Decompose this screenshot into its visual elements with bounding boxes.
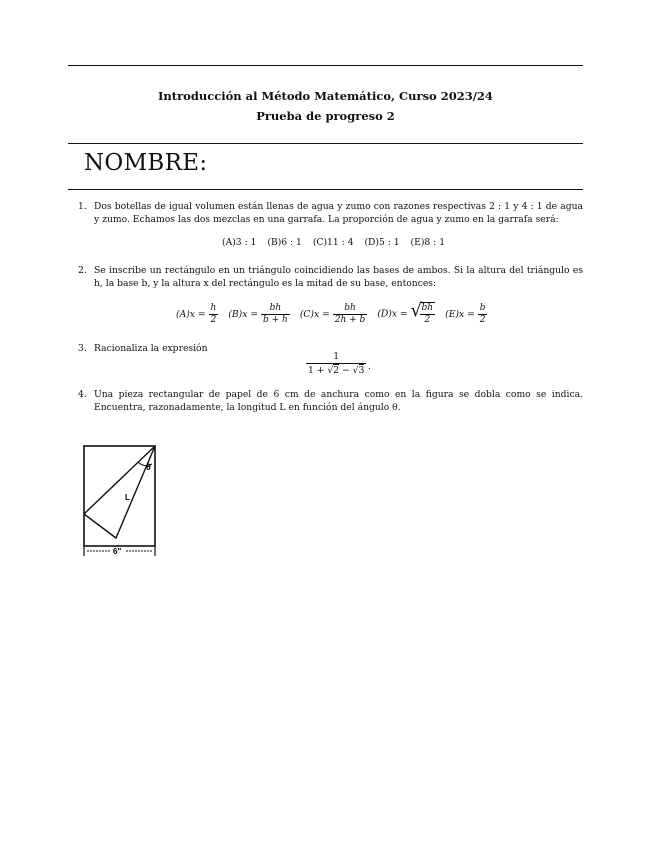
question-2-options	[176, 302, 497, 326]
length-label: L	[125, 493, 130, 502]
option-label: (A)x =	[176, 308, 206, 320]
name-bottom-rule	[68, 189, 583, 190]
question-number: 1.	[78, 201, 87, 212]
option-b: (B)6 : 1	[267, 237, 302, 248]
fraction: $\frac{bh}{b + h}$	[262, 302, 288, 325]
question-1-options	[222, 237, 453, 248]
fraction: $\frac{h}{2}$	[210, 302, 217, 325]
expression-denominator: 1 + √2 − √3	[308, 365, 365, 376]
option-label: (D)x =	[377, 308, 408, 320]
question-text: Dos botellas de igual volumen están llenas de agua y zumo con razones respectivas 2 : 1 y 4 : 1 de agua y zumo. Echamos las dos mezclas en una garrafa. La proporción de agua y zumo en la garrafa será:	[94, 201, 583, 225]
folded-paper-figure	[78, 440, 168, 560]
theta-label: θ	[146, 462, 151, 472]
question-text: Una pieza rectangular de papel de 6 cm de anchura como en la figura se dobla como se indica. Encuentra, razonadamente, la longitud L en función del ángulo θ.	[94, 389, 583, 413]
expression-fraction	[306, 351, 366, 377]
question-number: 4.	[78, 389, 87, 400]
fraction: $\frac{bh}{2}$	[421, 303, 434, 325]
top-rule	[68, 65, 583, 66]
option-d	[377, 302, 435, 326]
option-c: (C)11 : 4	[312, 237, 354, 248]
option-a: (A)3 : 1	[222, 237, 257, 248]
fraction: $\frac{bh}{2h + b}$	[334, 302, 366, 325]
crease-line	[84, 446, 155, 514]
question-2	[78, 264, 583, 290]
name-label: NOMBRE:	[84, 150, 208, 176]
expression-numerator: 1	[306, 351, 366, 364]
option-c	[300, 303, 367, 326]
option-e: (E)8 : 1	[410, 237, 446, 248]
width-label: 6"	[113, 547, 122, 556]
question-number: 3.	[78, 343, 87, 354]
option-b	[228, 303, 289, 326]
question-4	[78, 388, 583, 414]
fraction: $\frac{b}{2}$	[479, 302, 486, 325]
option-label: (E)x =	[445, 308, 475, 320]
option-label: (B)x =	[228, 308, 259, 320]
test-title: Prueba de progreso 2	[256, 109, 395, 123]
option-e	[445, 303, 487, 326]
option-d: (D)5 : 1	[364, 237, 400, 248]
question-text: Se inscribe un rectángulo en un triángulo coincidiendo las bases de ambos. Si la altura del triángulo es h, la base b, y la altura x del rectángulo es la mitad de su base, entonces:	[94, 265, 583, 289]
name-top-rule	[68, 143, 583, 144]
question-number: 2.	[78, 265, 87, 276]
course-title: Introducción al Método Matemático, Curso 2023/24	[158, 89, 493, 103]
question-1	[78, 200, 583, 226]
square-root: √ $\frac{bh}{2}$	[410, 300, 434, 325]
expression-period: .	[368, 361, 371, 372]
question-text: Racionaliza la expresión	[94, 343, 208, 354]
folded-corner	[84, 446, 155, 538]
option-label: (C)x =	[299, 308, 330, 320]
option-a	[176, 303, 218, 326]
